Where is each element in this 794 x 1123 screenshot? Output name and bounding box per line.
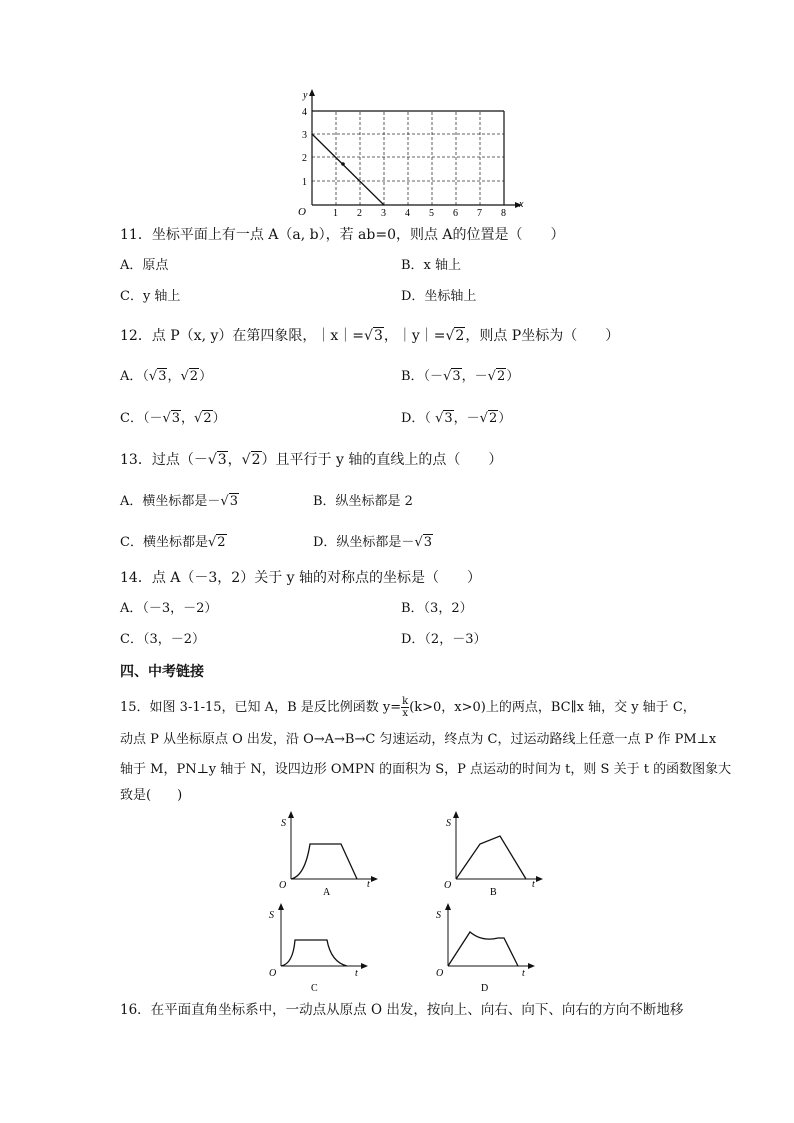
opt-text: ，－ [461,369,488,384]
opt-text: ） [212,411,226,426]
opt-text: C．横坐标都是 [120,535,208,550]
sqrt-value: 2 [203,411,212,426]
s-axis-label: S [269,910,274,921]
q14-option-b: B．（3，2） [401,601,473,616]
t-axis-label: t [367,879,370,890]
point-on-line [341,162,345,166]
q14-option-d: D．（2，－3） [401,632,487,647]
opt-text: D．（ [401,411,436,426]
x-tick: 6 [453,208,458,219]
graph-option-label: C [311,983,318,994]
opt-text: C．（－ [120,411,163,426]
q11-stem: 11．坐标平面上有一点 A（a, b），若 ab=0，则点 A的位置是（ ） [120,227,565,243]
opt-text: ， [181,411,195,426]
sqrt-value: 2 [189,369,199,384]
opt-text: ，－ [453,411,480,426]
origin-label: O [269,968,277,979]
graph-curve [281,940,347,966]
sqrt-value: 3 [217,452,227,468]
q16-stem: 16．在平面直角坐标系中，一动点从原点 O 出发，按向上、向右、向下、向右的方向不断地移 [120,1002,684,1018]
s-axis-label: S [446,818,451,829]
x-tick: 3 [381,208,386,219]
q15-line4: 致是( ) [120,788,183,803]
opt-text: A．（ [120,369,149,384]
function-line [312,134,384,205]
t-axis-label: t [532,879,535,890]
x-tick-labels [333,208,506,219]
fraction-denominator: x [402,708,408,719]
q11-option-d: D．坐标轴上 [401,289,477,304]
q12-stem-part: ，则点 P坐标为（ ） [465,328,620,344]
graph-option-label: B [490,887,497,898]
y-tick: 4 [302,107,307,118]
sqrt-value: 2 [217,535,226,550]
x-tick: 2 [357,208,362,219]
graph-curve [456,836,526,879]
answer-graph-a [275,808,385,898]
origin-label: O [436,968,444,979]
q13-stem-part: ）且平行于 y 轴的直线上的点（ ） [261,452,503,468]
answer-graph-c [265,900,375,995]
t-axis-label: t [355,968,358,979]
fraction [401,696,409,719]
sqrt-value: 2 [251,452,261,468]
q14-stem: 14．点 A（－3，2）关于 y 轴的对称点的坐标是（ ） [120,570,481,586]
s-axis-label: S [281,818,286,829]
q13-option-d: D．纵坐标都是－√3 [313,535,433,550]
q11-option-a: A．原点 [120,258,169,273]
q12-option-c: C．（－√3，√2） [120,411,226,426]
sqrt-value: 3 [444,411,453,426]
sqrt-value: 2 [488,411,498,426]
opt-text: ） [199,369,213,384]
y-axis-arrow [309,89,315,96]
q13-stem-part: 13．过点（－ [120,452,208,468]
q12-option-d: D．（ √3，－√2） [401,411,512,426]
y-tick: 3 [302,130,307,141]
q12-stem: 12．点 P（x, y）在第四象限，｜x｜=√3，｜y｜=√2，则点 P坐标为（ ） [120,328,620,344]
section-heading: 四、中考链接 [120,664,204,680]
graph-curve [291,844,357,879]
q13-stem-part: ， [227,452,242,468]
origin-label: O [444,880,452,891]
opt-text: D．纵坐标都是－ [313,535,415,550]
s-axis-label: S [436,910,441,921]
y-tick-labels [302,107,307,188]
sqrt-value: 2 [455,328,465,344]
q15-text: (k>0，x>0)上的两点，BC∥x 轴，交 y 轴于 C， [409,700,696,715]
opt-text: A．横坐标都是－ [120,494,221,509]
sqrt-value: 3 [373,328,383,344]
q12-option-a: A．（√3，√2） [120,369,213,384]
q14-option-c: C．（3，－2） [120,632,205,647]
sqrt-value: 3 [229,494,238,509]
q12-option-b: B．（－√3，－√2） [401,369,520,384]
y-tick: 2 [302,153,307,164]
origin-label: O [279,880,287,891]
x-tick: 4 [405,208,410,219]
answer-graph-b [440,808,550,898]
x-tick: 1 [333,208,338,219]
t-axis-label: t [522,968,525,979]
q12-stem-part: ，｜y｜= [383,328,446,344]
sqrt-value: 2 [496,369,506,384]
q11-option-c: C．y 轴上 [120,289,181,304]
graph-option-label: A [323,887,331,898]
coordinate-grid-graph [290,88,530,220]
opt-text: B．（－ [401,369,444,384]
sqrt-value: 3 [171,411,181,426]
q13-stem: 13．过点（－√3，√2）且平行于 y 轴的直线上的点（ ） [120,452,503,468]
q12-stem-part: 12．点 P（x, y）在第四象限，｜x｜= [120,328,365,344]
q15-line1 [120,696,696,719]
q15-text: 15．如图 3-1-15，已知 A，B 是反比例函数 y= [120,700,402,715]
y-axis-label: y [303,90,308,101]
sqrt-value: 3 [452,369,461,384]
sqrt-value: 3 [423,535,433,550]
opt-text: ， [167,369,181,384]
y-tick: 1 [302,177,307,188]
q13-option-b: B．纵坐标都是 2 [313,494,413,509]
x-tick: 5 [429,208,434,219]
opt-text: ） [506,369,520,384]
grid-lines [312,112,504,205]
sqrt-value: 3 [158,369,167,384]
q15-line2: 动点 P 从坐标原点 O 出发，沿 O→A→B→C 匀速运动，终点为 C，过运动路线上任意一点 P 作 PM⊥x [120,732,717,747]
q14-option-a: A．（－3，－2） [120,601,218,616]
origin-label: O [298,206,306,218]
x-tick: 7 [477,208,482,219]
answer-graph-d [432,900,542,995]
q13-option-a: A．横坐标都是－√3 [120,494,238,509]
q15-line3: 轴于 M，PN⊥y 轴于 N，设四边形 OMPN 的面积为 S，P 点运动的时间为 t，则 S 关于 t 的函数图象大 [120,762,732,777]
x-tick: 8 [501,208,506,219]
opt-text: ） [498,411,512,426]
x-axis-label: x [519,199,524,210]
q11-option-b: B．x 轴上 [401,258,462,273]
fraction-numerator: k [402,696,409,707]
graph-option-label: D [481,983,489,994]
q13-option-c: C．横坐标都是√2 [120,535,226,550]
graph-curve [448,932,518,966]
